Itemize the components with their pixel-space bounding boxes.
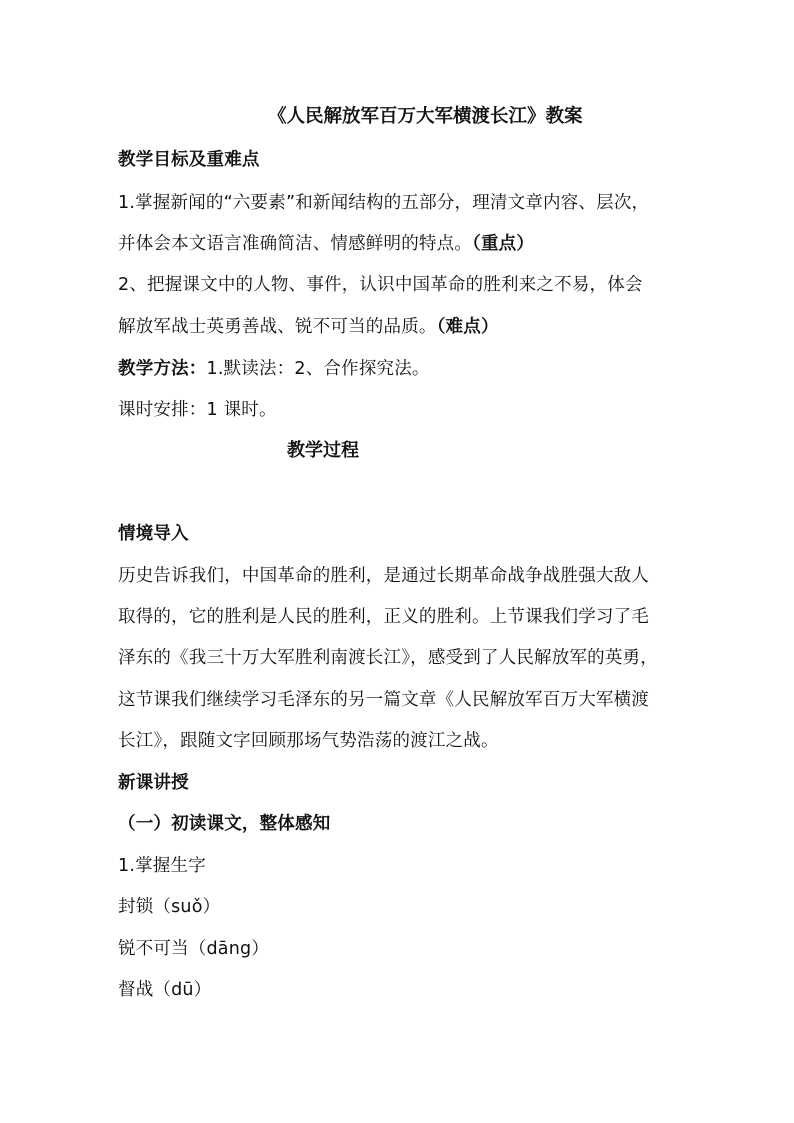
objective2-line1: 2、把握课文中的人物、事件，认识中国革命的胜利来之不易，体会 [118,275,643,295]
part1-heading: （一）初读课文，整体感知 [118,814,331,834]
objective1-tag: （重点） [472,234,535,254]
methods-line [118,357,430,381]
vocab-item: 督战（dū） [118,980,212,1000]
schedule-line: 课时安排：1 课时。 [118,400,277,420]
intro-line: 历史告诉我们，中国革命的胜利，是通过长期革命战争战胜强大敌人 [118,566,649,586]
objective2-line2 [118,315,499,339]
new-lesson-heading: 新课讲授 [118,773,189,793]
intro-heading: 情境导入 [118,524,189,544]
document-title: 《人民解放军百万大军横渡长江》教案 [268,106,583,127]
objectives-heading: 教学目标及重难点 [118,150,260,170]
methods-label: 教学方法： [118,359,207,379]
intro-line: 这节课我们继续学习毛泽东的另一篇文章《人民解放军百万大军横渡 [118,690,649,710]
methods-text: 1.默读法：2、合作探究法。 [206,359,430,379]
objective2-tag: （难点） [436,317,499,337]
objective1-line2 [118,232,534,256]
objective1-text: 并体会本文语言准确简洁、情感鲜明的特点。 [118,234,472,254]
intro-line: 泽东的《我三十万大军胜利南渡长江》，感受到了人民解放军的英勇， [118,648,658,668]
vocab-heading: 1.掌握生字 [118,856,206,876]
intro-line: 取得的，它的胜利是人民的胜利，正义的胜利。上节课我们学习了毛 [118,607,649,627]
objective1-line1: 1.掌握新闻的“六要素”和新闻结构的五部分，理清文章内容、层次， [118,193,650,213]
vocab-item: 锐不可当（dāng） [118,939,270,959]
objective2-text: 解放军战士英勇善战、锐不可当的品质。 [118,317,437,337]
intro-line: 长江》，跟随文字回顾那场气势浩荡的渡江之战。 [118,731,499,751]
process-heading: 教学过程 [287,440,359,461]
vocab-item: 封锁（suǒ） [118,897,221,917]
